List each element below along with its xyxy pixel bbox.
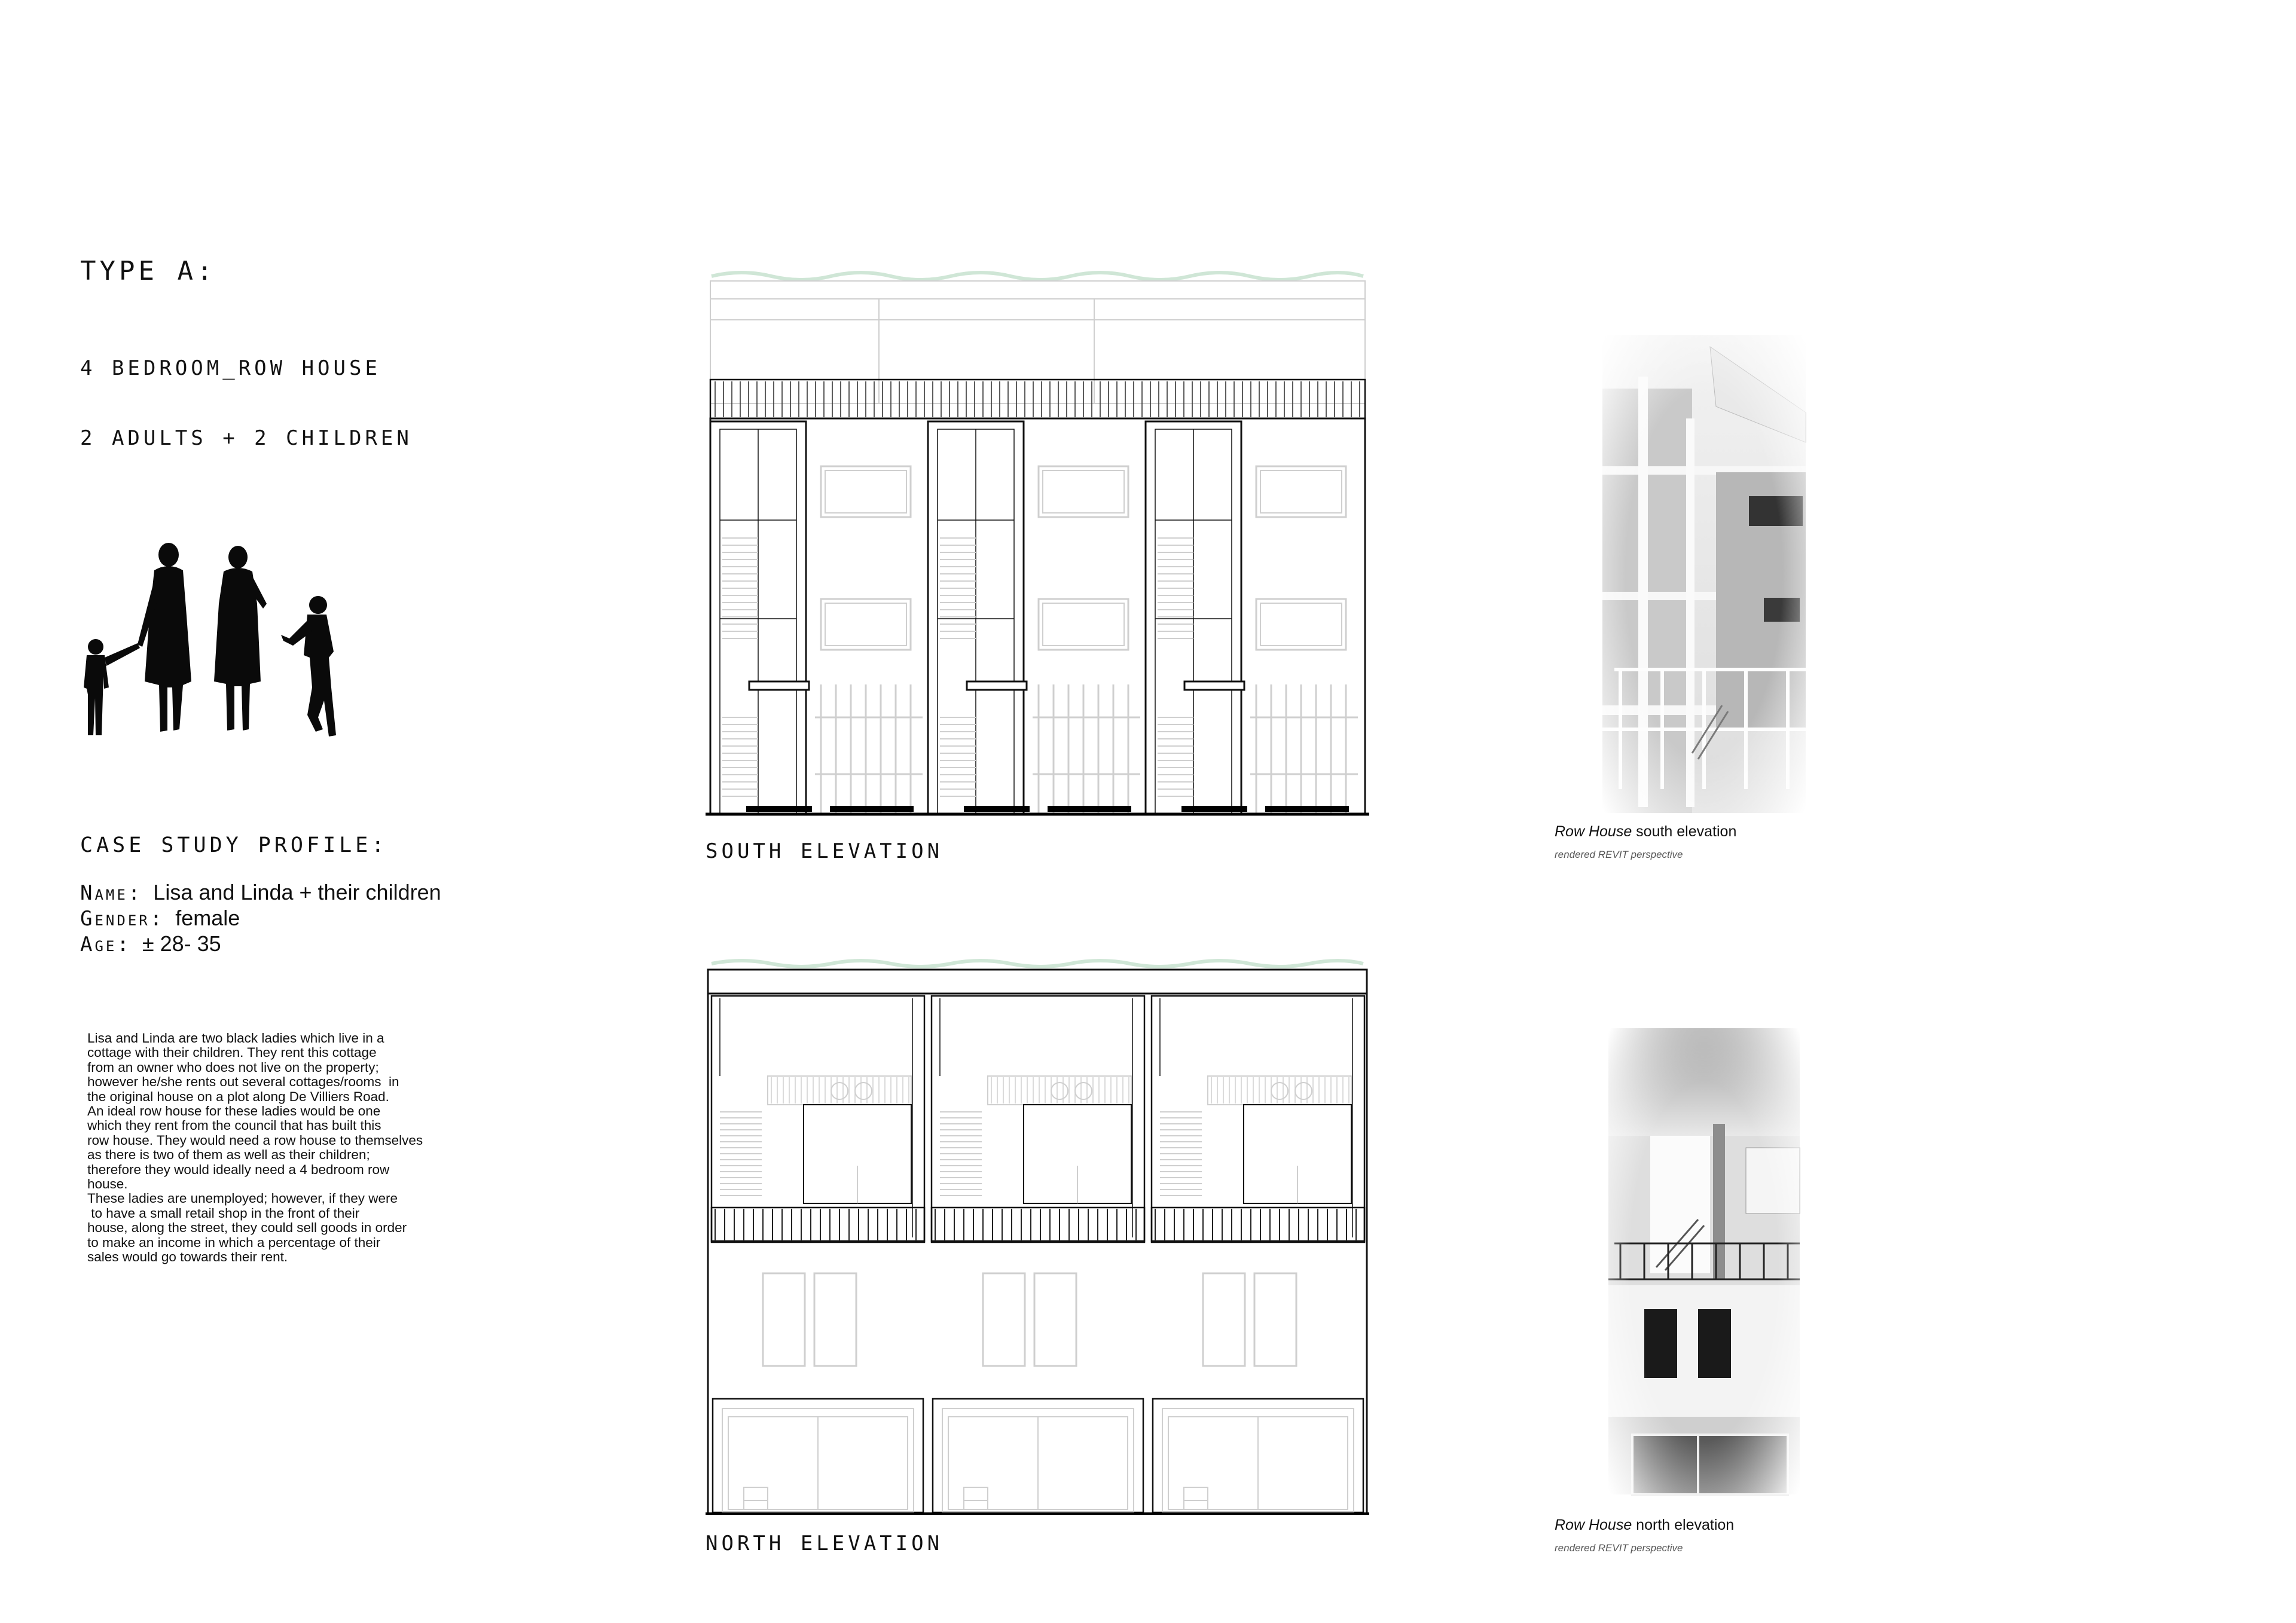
south-elevation-drawing [706,263,1375,825]
description-line: An ideal row house for these ladies would be one [87,1104,381,1119]
profile-name-row [80,880,441,905]
gender-label: Gender: [80,907,165,931]
profile-age-row [80,931,221,956]
description-line: sales would go towards their rent. [87,1249,288,1265]
description-line: from an owner who does not live on the property; [87,1059,379,1075]
north-unit [712,996,924,1512]
age-value: ± 28- 35 [142,931,221,956]
north-elevation-label: NORTH ELEVATION [706,1532,944,1555]
caption-text: south elevation [1632,823,1737,840]
description-line: to have a small retail shop in the front of their [87,1205,360,1221]
south-unit [710,421,923,814]
unit-type: 4 BEDROOM_ROW HOUSE [80,356,381,380]
south-render-caption [1555,823,1736,840]
caption-italic: Row House [1555,1517,1632,1533]
north-elevation-drawing [706,956,1375,1524]
north-unit [1152,996,1364,1512]
north-render-caption [1555,1517,1734,1534]
description-line: cottage with their children. They rent this cottage [87,1045,377,1060]
south-unit [928,421,1140,814]
profile-gender-row [80,906,240,931]
name-value: Lisa and Linda + their children [153,880,441,904]
description-line: however he/she rents out several cottages/rooms in [87,1074,399,1090]
description-line: as there is two of them as well as their children; [87,1147,370,1163]
description-line: which they rent from the council that has built this [87,1118,381,1133]
case-study-heading: CASE STUDY PROFILE: [80,833,388,857]
description-line: These ladies are unemployed; however, if they were [87,1191,398,1206]
caption-text: north elevation [1632,1517,1735,1533]
description-line: row house. They would need a row house to themselves [87,1132,423,1148]
north-render-image [1608,1028,1800,1494]
name-label: Name: [80,881,143,905]
description-line: therefore they would ideally need a 4 bedroom row [87,1162,390,1177]
south-unit [1146,421,1358,814]
type-title: TYPE A: [80,256,216,286]
description-line: Lisa and Linda are two black ladies which live in a [87,1031,384,1046]
gender-value: female [175,906,240,930]
south-render-image [1602,335,1806,813]
north-unit [932,996,1144,1512]
family-silhouette-icon [78,538,353,741]
south-elevation-label: SOUTH ELEVATION [706,839,944,863]
caption-italic: Row House [1555,823,1632,840]
age-label: Age: [80,933,132,956]
description-line: house. [87,1176,128,1192]
south-render-subcaption: rendered REVIT perspective [1555,849,1683,860]
north-render-subcaption: rendered REVIT perspective [1555,1542,1683,1554]
description-line: the original house on a plot along De Villiers Road. [87,1089,389,1104]
description-text [87,1031,506,1265]
description-line: house, along the street, they could sell goods in order [87,1220,407,1236]
occupancy: 2 ADULTS + 2 CHILDREN [80,426,413,450]
description-line: to make an income in which a percentage of their [87,1234,381,1250]
